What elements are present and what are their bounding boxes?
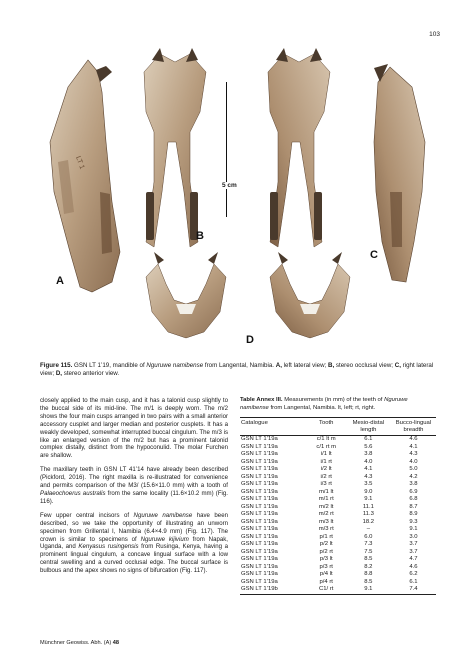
- cell-length: 7.3: [364, 541, 373, 548]
- table-caption: [240, 397, 436, 412]
- species-name: Nguruwe namibense: [240, 397, 408, 411]
- cell-tooth: p/4 lt: [319, 571, 333, 578]
- cell-catalogue: GSN LT 1’19a: [241, 443, 278, 450]
- cell-tooth: i/3 rt: [320, 481, 332, 488]
- table-header-row: [240, 418, 436, 436]
- mandible-lateral-right: [374, 64, 425, 282]
- cell-length: 8.5: [364, 578, 373, 585]
- cell-length: 8.8: [364, 571, 373, 578]
- species-name: Palaeochoerus australis: [40, 489, 106, 497]
- paragraph: [40, 466, 228, 506]
- mandible-occlusal-stereo: [144, 48, 330, 247]
- cell-length: –: [366, 526, 370, 533]
- measurement-table: [240, 417, 436, 595]
- cell-catalogue: GSN LT 1’19a: [241, 458, 278, 465]
- caption-text: from Langental, Namibia.: [203, 362, 276, 369]
- caption-species: Nguruwe namibense: [146, 362, 204, 369]
- cell-catalogue: GSN LT 1’19a: [241, 533, 278, 540]
- cell-tooth: m/3 lt: [319, 518, 334, 525]
- cell-length: 18.2: [362, 518, 375, 525]
- cell-length: 11.1: [362, 503, 374, 510]
- cell-breadth: 9.3: [409, 518, 418, 525]
- cell-tooth: m/1 lt: [319, 488, 334, 495]
- header-tooth: Tooth: [319, 420, 334, 427]
- table-row: [240, 511, 436, 519]
- cell-catalogue: GSN LT 1’19a: [241, 481, 278, 488]
- cell-catalogue: GSN LT 1’19a: [241, 518, 278, 525]
- table-row: [240, 444, 436, 452]
- cell-breadth: 6.1: [409, 578, 418, 585]
- cell-catalogue: GSN LT 1’19a: [241, 496, 278, 503]
- cell-tooth: m/2 rt: [318, 511, 334, 518]
- caption-panel-d: D,: [55, 370, 63, 377]
- cell-breadth: 6.2: [409, 571, 418, 578]
- text: from the same locality (11.6×10.2 mm) (Fig. 116).: [40, 489, 228, 505]
- table-label: Table Annex III.: [240, 397, 283, 403]
- table-row: [240, 459, 436, 467]
- text: from Langental, Namibia. lt, left; rt, right.: [268, 404, 376, 411]
- cell-catalogue: GSN LT 1’19a: [241, 466, 278, 473]
- journal-name: Münchner Geowiss. Abh. (A): [40, 640, 113, 646]
- cell-catalogue: GSN LT 1’19a: [241, 563, 278, 570]
- cell-length: 5.6: [364, 443, 373, 450]
- table-row: [240, 466, 436, 474]
- cell-tooth: c/1 lt m: [316, 436, 336, 443]
- text: Few upper central incisors of: [40, 511, 134, 519]
- cell-breadth: 3.7: [409, 541, 418, 548]
- table-row: [240, 549, 436, 557]
- cell-tooth: m/1 rt: [318, 496, 334, 503]
- cell-catalogue: GSN LT 1’19a: [241, 488, 278, 495]
- cell-length: 4.1: [364, 466, 373, 473]
- cell-tooth: p/3 rt: [319, 563, 333, 570]
- cell-length: 7.5: [364, 548, 373, 555]
- cell-length: 4.3: [364, 473, 373, 480]
- cell-length: 8.5: [364, 556, 373, 563]
- paragraph: closely applied to the main cusp, and it has a talonid cusp slightly to the buccal side of its mid-line. The m/1 is deeply worn. The m/2 shows the four main cusps arranged in two pairs with a small anterior accessory cusplet and larger median and posterior cusplets. It has a weakly developed, somewhat interrupted buccal cingulum. The m/3 is like an enlarged version of the m/2 but has a prominent talonid complex distally, distinct from the hypoconulid. The molar Furchen are shallow.: [40, 397, 228, 460]
- cell-breadth: 5.0: [409, 466, 418, 473]
- caption-text: stereo anterior view.: [62, 370, 120, 377]
- cell-tooth: c/1 rt m: [316, 443, 337, 450]
- cell-tooth: p/4 rt: [319, 578, 333, 585]
- text: have been described, so we take the opportunity of illustrating an unworn specimen from Grillental I, Namibia (6.4×4.9 mm) (Fig. 117). The crown is similar to specimens of: [40, 511, 228, 543]
- cell-catalogue: GSN LT 1’19a: [241, 571, 278, 578]
- cell-breadth: 4.7: [409, 556, 418, 563]
- cell-tooth: p/2 lt: [319, 541, 333, 548]
- table-row: [240, 526, 436, 534]
- cell-tooth: i/1 rt: [320, 458, 332, 465]
- cell-breadth: 3.7: [409, 548, 418, 555]
- header-length: Mesio-distal length: [352, 420, 385, 433]
- species-name: Nguruwe kijivium: [140, 535, 189, 543]
- cell-tooth: p/1 rt: [319, 533, 333, 540]
- cell-catalogue: GSN LT 1’19a: [241, 511, 278, 518]
- figure-115: [40, 42, 440, 354]
- cell-tooth: i/2 rt: [320, 473, 332, 480]
- mandible-anterior-stereo: [146, 252, 350, 338]
- cell-catalogue: GSN LT 1’19a: [241, 503, 278, 510]
- body-text: [40, 397, 228, 581]
- footer: [40, 640, 119, 646]
- table-row: [240, 571, 436, 579]
- cell-length: 3.5: [364, 481, 373, 488]
- cell-breadth: 4.6: [409, 436, 418, 443]
- caption-panel-a: A,: [275, 362, 282, 369]
- scale-label: 5 cm: [222, 182, 237, 189]
- table-row: [240, 451, 436, 459]
- species-name: Kenyasus rusingensis: [78, 543, 139, 551]
- cell-length: 6.1: [364, 436, 373, 443]
- panel-label-a: A: [56, 275, 64, 287]
- cell-length: 9.1: [364, 496, 373, 503]
- species-name: Nguruwe namibense: [133, 511, 193, 519]
- table-row: [240, 586, 436, 594]
- cell-tooth: i/1 lt: [320, 451, 332, 458]
- cell-breadth: 8.9: [409, 511, 418, 518]
- cell-length: 3.8: [364, 451, 373, 458]
- table-row: [240, 519, 436, 527]
- cell-breadth: 3.8: [409, 481, 418, 488]
- caption-panel-c: C,: [394, 362, 401, 369]
- cell-breadth: 4.6: [409, 563, 418, 570]
- page-number: 103: [429, 31, 440, 38]
- scale-bar: [226, 82, 227, 217]
- cell-catalogue: GSN LT 1’19a: [241, 526, 278, 533]
- cell-catalogue: GSN LT 1’19a: [241, 578, 278, 585]
- cell-breadth: 3.0: [409, 533, 418, 540]
- cell-catalogue: GSN LT 1’19a: [241, 556, 278, 563]
- cell-length: 4.0: [364, 458, 373, 465]
- cell-tooth: p/2 rt: [319, 548, 333, 555]
- header-breadth: Bucco-lingual breadth: [395, 420, 432, 433]
- caption-panel-b: B,: [328, 362, 335, 369]
- caption-label: Figure 115.: [40, 362, 73, 369]
- caption-text: right lateral view;: [40, 362, 434, 377]
- cell-breadth: 6.8: [409, 496, 418, 503]
- table-body: [240, 436, 436, 595]
- panel-label-d: D: [246, 334, 254, 346]
- cell-length: 6.0: [364, 533, 373, 540]
- cell-breadth: 6.9: [409, 488, 418, 495]
- cell-length: 9.0: [364, 488, 373, 495]
- cell-catalogue: GSN LT 1’19a: [241, 451, 278, 458]
- table-row: [240, 504, 436, 512]
- caption-text: left lateral view;: [281, 362, 329, 369]
- table-row: [240, 534, 436, 542]
- cell-breadth: 4.1: [409, 443, 418, 450]
- caption-text: stereo occlusal view;: [334, 362, 395, 369]
- table-row: [240, 564, 436, 572]
- panel-label-b: B: [196, 230, 204, 242]
- cell-catalogue: GSN LT 1’19a: [241, 541, 278, 548]
- cell-catalogue: GSN LT 1’19a: [241, 436, 278, 443]
- cell-tooth: C1/ rt: [319, 586, 334, 593]
- text: from Rusinga, Kenya, having a prominent lingual cingulum, a concave lingual surface with a low central swelling and a curved occlusal edge. The buccal surface is bulbous and the apex shows no signs of bifurcation (Fig. 117).: [40, 543, 229, 575]
- cell-breadth: 4.2: [409, 473, 418, 480]
- measurement-table-block: [240, 397, 436, 595]
- figure-caption: [40, 362, 436, 378]
- header-catalogue: Catalogue: [241, 420, 268, 427]
- cell-catalogue: GSN LT 1’19a: [241, 548, 278, 555]
- cell-tooth: m/2 lt: [319, 503, 334, 510]
- cell-breadth: 9.1: [409, 526, 418, 533]
- cell-length: 9.1: [364, 586, 373, 593]
- table-row: [240, 541, 436, 549]
- journal-volume: 48: [112, 640, 119, 646]
- text: Measurements (in mm) of the teeth of: [282, 397, 385, 403]
- table-row: [240, 556, 436, 564]
- cell-breadth: 7.4: [409, 586, 418, 593]
- caption-text: GSN LT 1’19, mandible of: [72, 362, 147, 369]
- cell-catalogue: GSN LT 1’19b: [241, 586, 278, 593]
- text: from Napak, Uganda, and: [40, 535, 228, 551]
- table-row: [240, 436, 436, 444]
- cell-tooth: m/3 rt: [318, 526, 334, 533]
- panel-label-c: C: [370, 249, 378, 261]
- cell-breadth: 4.0: [409, 458, 418, 465]
- table-row: [240, 489, 436, 497]
- cell-length: 8.2: [364, 563, 373, 570]
- cell-breadth: 8.7: [409, 503, 418, 510]
- table-row: [240, 579, 436, 587]
- cell-breadth: 4.3: [409, 451, 418, 458]
- figure-image: [40, 42, 440, 354]
- paragraph: [40, 512, 228, 575]
- table-row: [240, 496, 436, 504]
- cell-tooth: i/2 lt: [320, 466, 332, 473]
- mandible-lateral-left: [50, 60, 120, 292]
- table-row: [240, 481, 436, 489]
- text: The maxillary teeth in GSN LT 41’14 have already been described (Pickford, 2016). The right maxilla is re-illustrated for convenience and permits comparison of the M3/ (15.6×11.0 mm) with a tooth of: [40, 466, 228, 490]
- table-row: [240, 474, 436, 482]
- cell-length: 11.3: [362, 511, 374, 518]
- svg-text:LT 1: LT 1: [74, 155, 86, 171]
- cell-tooth: p/3 lt: [319, 556, 333, 563]
- cell-catalogue: GSN LT 1’19a: [241, 473, 278, 480]
